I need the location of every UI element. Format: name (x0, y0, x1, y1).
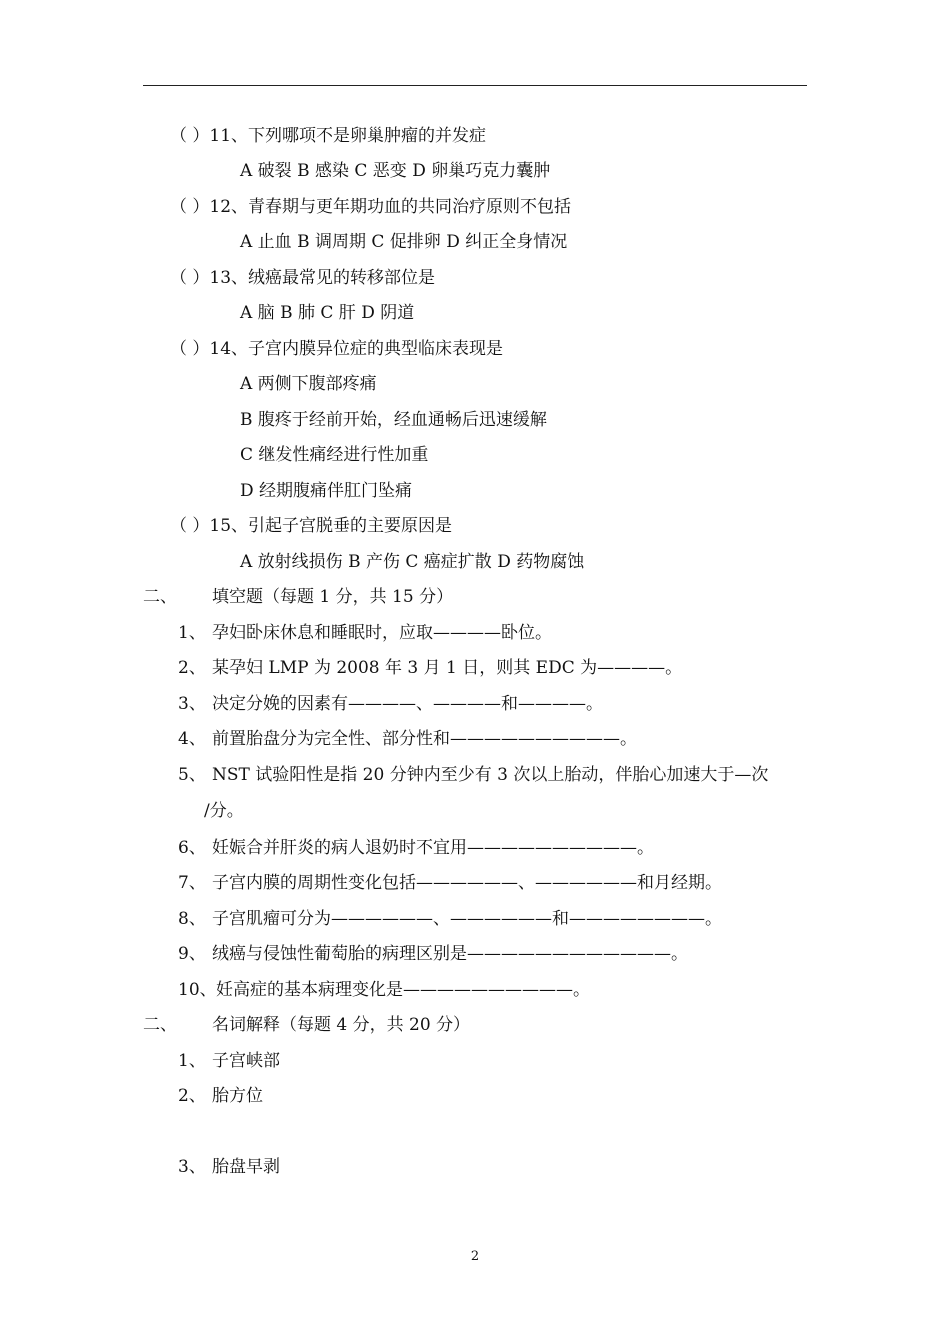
question-15-options: A 放射线损伤 B 产伤 C 癌症扩散 D 药物腐蚀 (240, 552, 585, 572)
term-section-number: 二、 (143, 1015, 177, 1035)
term-section-title: 名词解释（每题 4 分，共 20 分） (212, 1015, 471, 1035)
term-item-3-number: 3、 (178, 1157, 206, 1177)
fill-item-1-text: 孕妇卧床休息和睡眠时，应取————卧位。 (212, 623, 552, 643)
fill-item-2-text: 某孕妇 LMP 为 2008 年 3 月 1 日，则其 EDC 为————。 (212, 658, 683, 678)
fill-item-2-number: 2、 (178, 658, 206, 678)
question-11-options: A 破裂 B 感染 C 恶变 D 卵巢巧克力囊肿 (240, 161, 551, 181)
fill-item-10-number: 10、 (178, 980, 217, 1000)
question-13-options: A 脑 B 肺 C 肝 D 阴道 (240, 303, 415, 323)
term-item-1-text: 子宫峡部 (212, 1051, 280, 1071)
question-12-options: A 止血 B 调周期 C 促排卵 D 纠正全身情况 (240, 232, 568, 252)
fill-item-9-number: 9、 (178, 944, 206, 964)
fill-item-4-text: 前置胎盘分为完全性、部分性和——————————。 (212, 729, 637, 749)
question-14-option-c: C 继发性痛经进行性加重 (240, 445, 429, 465)
fill-item-6-number: 6、 (178, 838, 206, 858)
term-item-1-number: 1、 (178, 1051, 206, 1071)
fill-item-6-text: 妊娠合并肝炎的病人退奶时不宜用——————————。 (212, 838, 654, 858)
fill-item-5-number: 5、 (178, 765, 206, 785)
question-14-option-b: B 腹疼于经前开始，经血通畅后迅速缓解 (240, 410, 547, 430)
header-rule (143, 85, 807, 86)
question-14-option-d: D 经期腹痛伴肛门坠痛 (240, 481, 413, 501)
fill-item-4-number: 4、 (178, 729, 206, 749)
term-item-2-number: 2、 (178, 1086, 206, 1106)
term-item-2-text: 胎方位 (212, 1086, 263, 1106)
page-number: 2 (470, 1249, 480, 1264)
question-12-stem: （ ）12、青春期与更年期功血的共同治疗原则不包括 (170, 197, 572, 217)
fill-section-number: 二、 (143, 587, 177, 607)
fill-item-7-number: 7、 (178, 873, 206, 893)
fill-item-1-number: 1、 (178, 623, 206, 643)
fill-item-7-text: 子宫内膜的周期性变化包括——————、——————和月经期。 (212, 873, 722, 893)
question-11-stem: （ ）11、下列哪项不是卵巢肿瘤的并发症 (170, 126, 487, 146)
fill-section-title: 填空题（每题 1 分，共 15 分） (212, 587, 454, 607)
fill-item-10-text: 妊高症的基本病理变化是——————————。 (216, 980, 590, 1000)
fill-item-8-text: 子宫肌瘤可分为——————、——————和————————。 (212, 909, 722, 929)
question-13-stem: （ ）13、绒癌最常见的转移部位是 (170, 268, 436, 288)
fill-item-5-continuation: /分。 (204, 801, 244, 821)
fill-item-5-text: NST 试验阳性是指 20 分钟内至少有 3 次以上胎动，伴胎心加速大于—次 (212, 765, 769, 785)
fill-item-3-number: 3、 (178, 694, 206, 714)
fill-item-8-number: 8、 (178, 909, 206, 929)
term-item-3-text: 胎盘早剥 (212, 1157, 280, 1177)
question-15-stem: （ ）15、引起子宫脱垂的主要原因是 (170, 516, 453, 536)
question-14-option-a: A 两侧下腹部疼痛 (240, 374, 377, 394)
fill-item-9-text: 绒癌与侵蚀性葡萄胎的病理区别是————————————。 (212, 944, 688, 964)
fill-item-3-text: 决定分娩的因素有————、————和————。 (212, 694, 603, 714)
question-14-stem: （ ）14、子宫内膜异位症的典型临床表现是 (170, 339, 504, 359)
